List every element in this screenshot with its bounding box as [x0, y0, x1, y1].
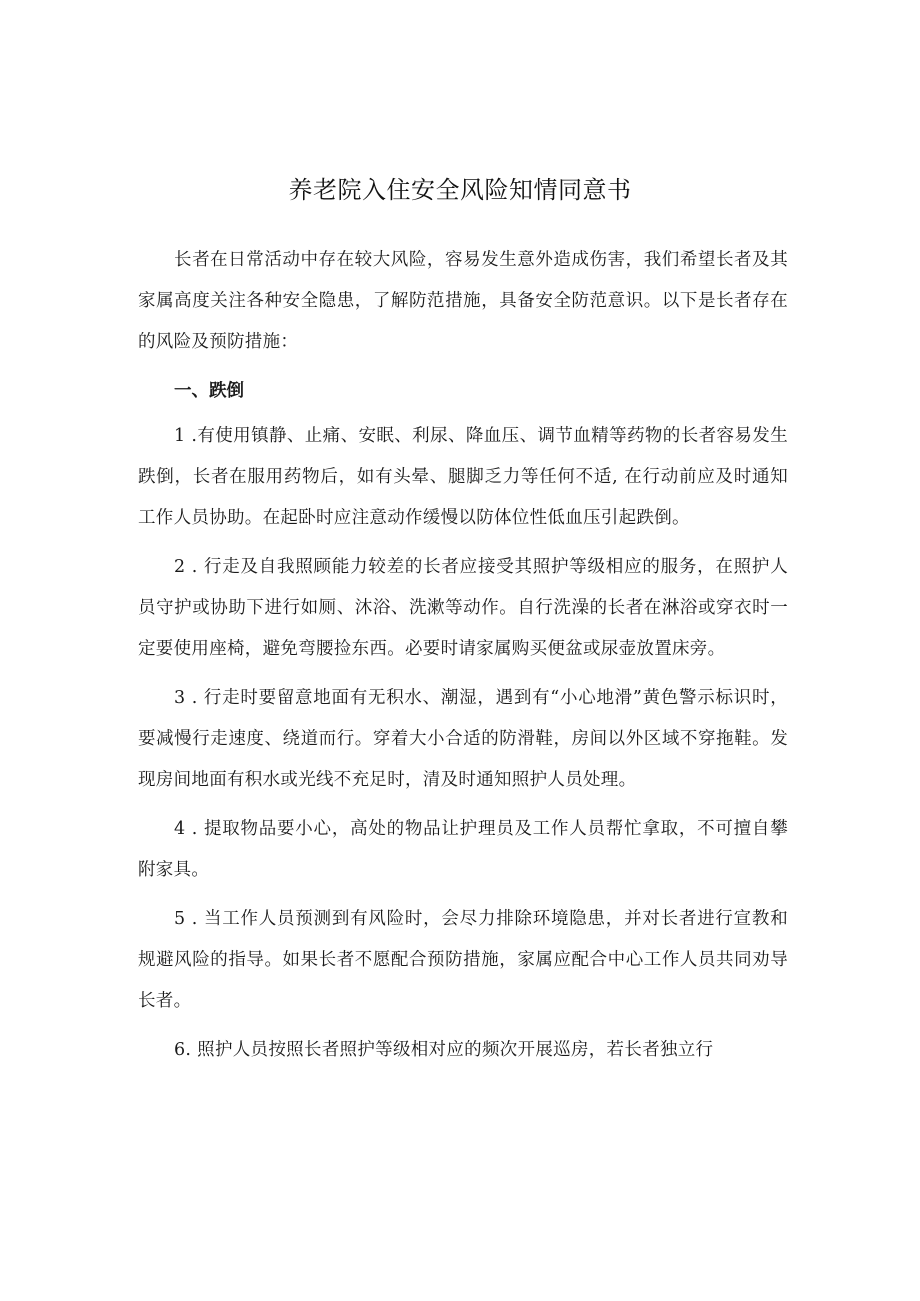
list-item: 3 . 行走时要留意地面有无积水、潮湿，遇到有“小心地滑”黄色警示标识时，要减慢行走速度、绕道而行。穿着大小合适的防滑鞋，房间以外区域不穿拖鞋。发现房间地面有积水或光线不充足时，清及时通知照护人员处理。	[138, 688, 788, 790]
document-title: 养老院入住安全风险知情同意书	[288, 176, 632, 204]
section-heading-falls: 一、跌倒	[174, 381, 244, 401]
list-item: 5 . 当工作人员预测到有风险时，会尽力排除环境隐患，并对长者进行宣教和规避风险的指导。如果长者不愿配合预防措施，家属应配合中心工作人员共同劝导长者。	[138, 909, 788, 1011]
list-item: 6. 照护人员按照长者照护等级相对应的频次开展巡房，若长者独立行	[174, 1040, 714, 1060]
intro-paragraph: 长者在日常活动中存在较大风险，容易发生意外造成伤害，我们希望长者及其家属高度关注各种安全隐患，了解防范措施，具备安全防范意识。以下是长者存在的风险及预防措施：	[138, 250, 788, 352]
list-item: 1 .有使用镇静、止痛、安眠、利尿、降血压、调节血精等药物的长者容易发生跌倒，长者在服用药物后，如有头晕、腿脚乏力等任何不适, 在行动前应及时通知工作人员协助。在起卧时应注意动作缓慢以防体位性低血压引起跌倒。	[138, 426, 788, 528]
list-item: 4 . 提取物品要小心，高处的物品让护理员及工作人员帮忙拿取，不可擅自攀附家具。	[138, 819, 788, 880]
list-item: 2 . 行走及自我照顾能力较差的长者应接受其照护等级相应的服务，在照护人员守护或协助下进行如厕、沐浴、洗漱等动作。自行洗澡的长者在淋浴或穿衣时一定要使用座椅，避免弯腰捡东西。必要时请家属购买便盆或尿壶放置床旁。	[138, 557, 788, 659]
document-body	[138, 240, 788, 1079]
